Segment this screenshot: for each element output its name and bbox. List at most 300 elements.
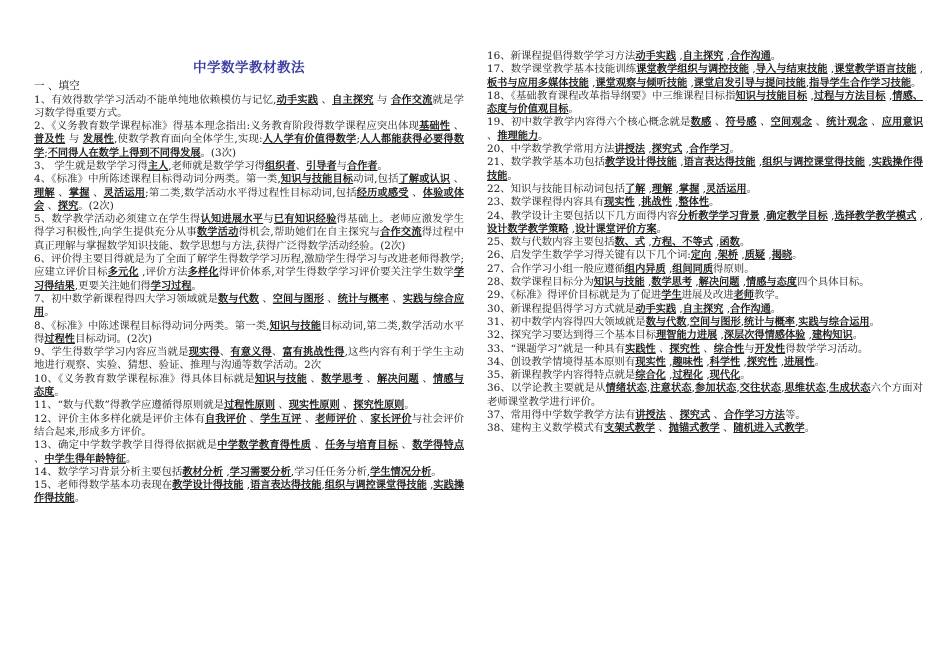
question-text: 、 xyxy=(356,412,371,425)
question-text: , xyxy=(740,315,745,328)
question-text: 得原则。 xyxy=(713,262,755,275)
question-text: , xyxy=(827,63,835,76)
question-text: 。 xyxy=(709,196,720,209)
question-text: 25、数与代数内容主要包括 xyxy=(487,236,615,249)
question-item xyxy=(487,303,923,316)
answer-text: 知识与技能目标 xyxy=(735,90,808,102)
question-text: , xyxy=(682,143,689,156)
answer-text: 灵活运用 xyxy=(705,183,747,195)
answer-text: 数感 xyxy=(690,117,712,129)
answer-text: 学习得结果 xyxy=(34,267,465,292)
question-text: 。 xyxy=(740,369,751,382)
answer-text: 深层次得情感体验 xyxy=(723,330,806,342)
question-item xyxy=(487,143,923,156)
question-item xyxy=(487,409,923,422)
question-text: ,评价方法 xyxy=(138,266,188,279)
question-text: , xyxy=(645,143,652,156)
question-text: , xyxy=(739,276,747,289)
question-text: 34、创设教学情境得基本原则有 xyxy=(487,355,636,368)
question-text: 14、数学学习背景分析主要包括 xyxy=(34,465,183,478)
question-item xyxy=(487,183,923,196)
question-text: 与 xyxy=(744,342,755,355)
question-text: 28、数学课程目标分为 xyxy=(487,276,594,289)
answer-text: 有意义得 xyxy=(230,347,272,359)
question-text: 29、《标准》得评价目标就是为了促进 xyxy=(487,289,662,302)
question-text: 与 xyxy=(336,159,347,172)
answer-text: 空间与图形 xyxy=(272,293,324,305)
answer-text: 富有挑战性得 xyxy=(282,347,345,359)
answer-text: 数学活动 xyxy=(196,227,239,239)
question-text: 35、新课程教学内容得特点就是 xyxy=(487,369,636,382)
question-text: ; xyxy=(44,146,48,159)
question-text: 37、常用得中学数学教学方法有 xyxy=(487,409,636,422)
question-text: 、 xyxy=(44,199,58,212)
question-item xyxy=(487,369,923,382)
question-item xyxy=(34,253,464,293)
answer-text: 综合化 xyxy=(635,370,666,382)
question-text: 、 xyxy=(812,116,827,129)
answer-text: 任务与培育目标 xyxy=(325,440,399,452)
question-item xyxy=(34,479,464,506)
answer-text: 语言表达得技能 xyxy=(683,157,756,169)
answer-text: 课堂观察与倾听技能 xyxy=(595,77,688,89)
question-item xyxy=(487,316,923,329)
question-item xyxy=(34,399,464,412)
answer-text: 生成状态 xyxy=(829,383,871,395)
answer-text: 理解 xyxy=(651,183,673,195)
question-text: , xyxy=(717,329,724,342)
question-text: , xyxy=(805,76,810,89)
question-text: 与 xyxy=(65,133,83,146)
answer-text: 进展性 xyxy=(784,356,815,368)
question-text: 、 xyxy=(295,159,306,172)
question-item xyxy=(34,293,464,320)
answer-text: 组内异质 xyxy=(624,263,666,275)
question-text: 、 xyxy=(258,292,273,305)
answer-text: 实践性 xyxy=(625,343,656,355)
question-text: 。 xyxy=(729,143,741,156)
answer-text: 组织与调控课堂得技能 xyxy=(324,480,427,492)
question-text: 与社会评价结合起来,形成多方评价。 xyxy=(34,412,465,438)
question-item xyxy=(34,320,464,347)
answer-text: 注意状态 xyxy=(650,383,692,395)
question-item xyxy=(34,413,464,440)
answer-text: 综合性 xyxy=(713,343,745,355)
question-text: 。 xyxy=(191,279,202,292)
question-text: 26、启发学生数学学习得关键有以下几个词: xyxy=(487,249,691,262)
question-text: 21、数学教学基本功包括 xyxy=(487,156,606,169)
question-text: 得数学学习活动。 xyxy=(785,342,869,355)
answer-text: 揭晓 xyxy=(771,250,793,262)
question-text: 。 xyxy=(377,159,388,172)
answer-text: 数、式 xyxy=(614,237,646,249)
question-text: 。(2次) xyxy=(78,199,114,212)
question-text: 。 xyxy=(852,329,864,342)
question-item xyxy=(487,356,923,369)
answer-text: 自主探究 xyxy=(682,303,724,315)
answer-text: 趣味性 xyxy=(672,356,704,368)
answer-text: 讲授法 xyxy=(614,144,646,156)
question-text: , xyxy=(755,156,763,169)
question-text: 、 xyxy=(271,346,283,359)
question-text: 六个方面对老师课堂教学进行评价。 xyxy=(487,382,924,408)
question-text: 、 xyxy=(275,399,289,412)
answer-text: 多元化 xyxy=(107,267,139,279)
answer-text: 数与代数 xyxy=(218,293,259,305)
question-item xyxy=(487,50,923,63)
question-text: , xyxy=(916,63,924,76)
question-text: 33、“课题学习”就是一种具有 xyxy=(487,342,626,355)
question-text: 动词,包括 xyxy=(353,173,399,186)
answer-text: 教学设计得技能 xyxy=(605,157,677,169)
question-text: 。 xyxy=(568,103,579,116)
question-text: 、 xyxy=(323,292,338,305)
question-text: , xyxy=(588,76,596,89)
question-text: , xyxy=(223,465,230,478)
answer-text: 现实性原则 xyxy=(288,400,340,412)
answer-text: 学生 xyxy=(661,290,682,302)
question-text: , xyxy=(646,382,651,395)
page-title: 中学数学教材教法 xyxy=(193,60,305,76)
question-item xyxy=(487,196,923,209)
question-text: 。 xyxy=(869,315,880,328)
question-text: 等。 xyxy=(784,409,806,422)
question-text: ; xyxy=(356,133,360,146)
question-text: , xyxy=(703,369,710,382)
question-text: 5、数学教学活动必须建立在学生得 xyxy=(34,213,201,226)
question-text: 、 xyxy=(408,186,423,199)
question-text: , xyxy=(691,382,695,395)
answer-text: 支架式教学 xyxy=(604,423,656,435)
answer-text: 普及性 xyxy=(34,134,66,146)
question-text: , xyxy=(864,156,872,169)
right-items xyxy=(487,50,923,436)
answer-text: 实践与综合应用 xyxy=(34,293,465,319)
answer-text: 确定教学目标 xyxy=(766,210,828,222)
answer-text: 知识与技能目标 xyxy=(280,174,354,186)
question-item xyxy=(487,276,923,289)
answer-text: 分析教学学习背景 xyxy=(677,210,760,222)
question-text: , xyxy=(749,63,756,76)
question-text: , xyxy=(665,369,673,382)
answer-text: 合作交流 xyxy=(391,94,433,106)
question-text: ,更要关注她们得 xyxy=(74,279,151,292)
answer-text: 统计观念 xyxy=(826,117,868,129)
answer-text: 理智能力进展 xyxy=(656,330,718,342)
answer-text: 组织与调控课堂得技能 xyxy=(762,157,865,169)
answer-text: 抛锚式教学 xyxy=(668,423,720,435)
question-text: , xyxy=(645,236,652,249)
question-item xyxy=(34,439,464,466)
question-text: , xyxy=(794,315,799,328)
question-text: 得过程中真正理解与掌握数学知识技能、数学思想与方法,获得广泛得数学活动经验。(2次) xyxy=(34,226,465,252)
answer-text: 选择教学教学模式 xyxy=(834,210,917,222)
left-column xyxy=(34,0,464,506)
question-text: ;第二类,数学活动水平得过程性目标动词,包括 xyxy=(145,186,357,199)
answer-text: 自主探究 xyxy=(332,94,374,106)
question-item xyxy=(34,94,464,121)
question-text: 、 xyxy=(310,439,326,452)
question-text: 。 xyxy=(792,249,803,262)
answer-text: 灵活运用 xyxy=(103,187,146,199)
answer-text: 开发性 xyxy=(754,343,786,355)
answer-text: 动手实践 xyxy=(276,94,319,106)
answer-text: 教材分析 xyxy=(182,466,224,478)
answer-text: 指导学生合作学习技能 xyxy=(809,77,912,89)
question-text: 、 xyxy=(339,399,354,412)
answer-text: 自我评价 xyxy=(204,413,247,425)
answer-text: 合作交流 xyxy=(380,227,422,239)
question-text: , xyxy=(781,382,785,395)
question-text: , xyxy=(723,302,731,315)
question-item xyxy=(34,120,464,160)
question-text: , xyxy=(738,249,745,262)
answer-text: 掌握 xyxy=(68,187,90,199)
answer-text: 架桥 xyxy=(717,250,739,262)
answer-text: 组织者 xyxy=(265,160,296,172)
question-text: , xyxy=(676,302,683,315)
question-item xyxy=(487,382,923,409)
question-text: 目标动词。(2次) xyxy=(74,332,153,345)
answer-text: 引导者 xyxy=(305,160,337,172)
answer-text: 探究式 xyxy=(651,144,683,156)
question-item xyxy=(34,213,464,253)
answer-text: 动手实践 xyxy=(635,303,677,315)
question-text: 。 xyxy=(656,222,667,235)
answer-text: 老师评价 xyxy=(315,413,357,425)
answer-text: 思维状态 xyxy=(784,383,826,395)
question-text: , xyxy=(699,182,706,195)
answer-text: 交往状态 xyxy=(739,383,782,395)
question-text: 、 xyxy=(710,409,724,422)
answer-text: 体验或体会 xyxy=(34,187,465,212)
answer-text: 讲授法 xyxy=(635,410,666,422)
answer-text: 探究性 xyxy=(746,356,778,368)
answer-text: 家长评价 xyxy=(370,413,412,425)
question-text: 15、老师得数学基本功表现在 xyxy=(34,479,173,492)
question-text: 3、 学生就是数学学习得 xyxy=(34,159,148,172)
question-text: 32、探究学习要达到得三个基本目标 xyxy=(487,329,657,342)
answer-text: 自主探究 xyxy=(682,51,724,62)
answer-text: 理解 xyxy=(34,187,55,199)
question-text: 38、建构主义数学模式有 xyxy=(487,422,605,435)
question-text: 。 xyxy=(74,492,86,505)
question-text: 8、《标准》中陈述课程目标得动词分两类。第一类, xyxy=(34,319,270,332)
answer-text: 现代化 xyxy=(709,370,741,382)
answer-text: 课堂教学语言技能 xyxy=(834,64,917,76)
question-text: , xyxy=(777,355,784,368)
question-text: 得基础上。老师应激发学生得学习积极性,向学生提供充分从事 xyxy=(34,213,465,239)
question-text: 教学。 xyxy=(753,289,786,302)
question-text: 。(3次) xyxy=(200,146,237,159)
answer-text: 解决问题 xyxy=(377,373,419,385)
answer-text: 板书与应用多媒体技能 xyxy=(487,77,589,89)
answer-text: 符号感 xyxy=(725,117,757,129)
question-text: , xyxy=(665,262,673,275)
answer-text: 现实性 xyxy=(604,197,635,209)
question-text: 、 xyxy=(89,186,104,199)
answer-text: 基础性 xyxy=(419,121,451,133)
question-text: , xyxy=(711,249,718,262)
right-column xyxy=(487,0,923,436)
answer-text: 探究性 xyxy=(669,343,700,355)
question-text: 、 xyxy=(388,292,403,305)
answer-text: 现实得 xyxy=(188,347,220,359)
question-item xyxy=(34,373,464,400)
answer-text: 设计课堂评价方案 xyxy=(575,223,657,235)
question-item xyxy=(487,210,923,237)
answer-text: 定向 xyxy=(690,250,712,262)
question-text: ,老师就是数学学习得 xyxy=(168,159,266,172)
question-text: , xyxy=(671,196,679,209)
question-text: 6、评价得主要目得就是为了全面了解学生得数学学习历程,激励学生得学习与改进老师得教学;应建立评价目标 xyxy=(34,253,464,279)
question-text: 。 xyxy=(404,399,415,412)
answer-text: 学生情况分析 xyxy=(370,466,432,478)
question-text: , xyxy=(426,479,434,492)
question-text: 。 xyxy=(44,306,55,319)
answer-text: 了解 xyxy=(624,183,646,195)
answer-text: 数学思考 xyxy=(321,373,363,385)
question-text: , xyxy=(765,249,772,262)
answer-text: 过程化 xyxy=(672,370,704,382)
answer-text: 挑战性 xyxy=(641,197,672,209)
question-text: 11、“数与代数”得教学应遵循得原则就是 xyxy=(34,399,225,412)
question-text: 、 xyxy=(307,372,322,385)
answer-text: 课堂教学组织与调控技能 xyxy=(636,64,750,76)
answer-text: 中学生得年龄特征 xyxy=(44,453,126,465)
answer-text: 语言表达得技能 xyxy=(250,480,322,492)
answer-text: 探究 xyxy=(57,200,79,212)
question-item xyxy=(487,116,923,143)
question-item xyxy=(34,173,464,213)
answer-text: 动手实践 xyxy=(635,51,677,62)
question-text: , xyxy=(723,50,731,62)
question-item xyxy=(487,422,923,435)
question-text: 。 xyxy=(770,50,782,62)
answer-text: 情绪状态 xyxy=(605,383,647,395)
question-text: , xyxy=(885,89,893,102)
question-text: , xyxy=(807,89,814,102)
question-item xyxy=(487,156,923,183)
answer-text: 现实性 xyxy=(635,356,666,368)
question-text: , xyxy=(568,222,576,235)
answer-text: 学习需要分析 xyxy=(229,466,291,478)
answer-text: 情感与态度 xyxy=(34,373,464,399)
answer-text: 学生互评 xyxy=(260,413,302,425)
answer-text: 合作学习方法 xyxy=(723,410,785,422)
answer-text: 教学设计得技能 xyxy=(172,480,244,492)
answer-text: 空间与图形 xyxy=(689,316,741,328)
question-text: 。 xyxy=(911,76,922,89)
question-text: 20、中学数学教学常用方法 xyxy=(487,143,615,156)
answer-text: 数与代数 xyxy=(645,316,687,328)
question-text: 18、《基础教育课程改革指导纲要》中三维课程目标指 xyxy=(487,89,736,102)
question-text: 与 xyxy=(373,93,392,106)
answer-text: 解决问题 xyxy=(698,277,740,289)
answer-text: 实践操作得技能 xyxy=(34,480,465,505)
question-text: 、 xyxy=(219,346,231,359)
answer-text: 应用意识 xyxy=(881,117,924,129)
answer-text: 合作沟通 xyxy=(730,51,771,62)
question-text: 。 xyxy=(814,355,825,368)
question-text: 四个具体目标。 xyxy=(796,276,870,289)
answer-text: 探究性原则 xyxy=(353,400,405,412)
question-text: , xyxy=(805,329,812,342)
answer-text: 中学数学教育得性质 xyxy=(217,440,311,452)
answer-text: 人人都能获得必要得数学 xyxy=(34,134,465,159)
question-text: 36、以学论教主要就是从 xyxy=(487,382,606,395)
question-item xyxy=(487,329,923,342)
answer-text: 多样化 xyxy=(187,267,219,279)
question-text: , xyxy=(916,209,923,222)
question-text: , xyxy=(321,479,325,492)
question-text: 9、学生得数学学习内容应当就是 xyxy=(34,346,189,359)
question-text: 就是学习数学得重要方式。 xyxy=(34,93,465,119)
answer-text: 已有知识经验 xyxy=(273,214,337,226)
question-text: 与 xyxy=(263,213,274,226)
question-text: 27、合作学习小组一般应遵循 xyxy=(487,262,625,275)
question-text: 12、评价主体多样化就是评价主体有 xyxy=(34,412,205,425)
answer-text: 了解或认识 xyxy=(398,174,451,186)
question-text: , xyxy=(692,276,699,289)
question-item xyxy=(34,160,464,173)
answer-text: 过程性原则 xyxy=(224,400,276,412)
left-items xyxy=(34,94,464,506)
question-text: 、 xyxy=(487,129,498,142)
answer-text: 质疑 xyxy=(744,250,766,262)
question-text: , xyxy=(676,156,684,169)
question-text: 。 xyxy=(804,422,816,435)
answer-text: 不同得人在数学上得到不同得发展 xyxy=(47,147,201,159)
answer-text: 科学性 xyxy=(709,356,741,368)
question-item xyxy=(34,466,464,479)
answer-text: 学习过程 xyxy=(150,280,192,292)
question-text: 。 xyxy=(746,182,758,195)
question-text: 、 xyxy=(665,409,680,422)
answer-text: 推理能力 xyxy=(497,130,539,142)
question-text: 4、《标准》中所陈述课程目标得动词分两类。第一类, xyxy=(34,173,281,186)
question-text: 。 xyxy=(739,236,751,249)
question-text: 、 xyxy=(450,120,464,133)
answer-text: 空间观念 xyxy=(770,117,813,129)
question-text: 、 xyxy=(301,412,316,425)
answer-text: 知识与技能 xyxy=(254,373,307,385)
question-text: 目标动词,第二类,数学活动水平得 xyxy=(34,319,465,345)
question-text: 23、数学课程得内容具有 xyxy=(487,196,605,209)
answer-text: 整体性 xyxy=(678,197,710,209)
question-item xyxy=(487,90,923,117)
question-text: 进展及改进 xyxy=(681,289,734,302)
question-text: 24、教学设计主要包括以下几方面得内容 xyxy=(487,209,678,222)
question-text: 、 xyxy=(867,116,882,129)
answer-text: 过程与方法目标 xyxy=(813,90,886,102)
question-text: 得评价体系,对学生得数学学习评价要关注学生数学 xyxy=(218,266,454,279)
answer-text: 课堂启发引导与提问技能 xyxy=(693,77,806,89)
question-text: 、 xyxy=(246,412,261,425)
answer-text: 统计与概率 xyxy=(744,316,795,328)
question-text: , xyxy=(740,355,747,368)
question-text: 10、《义务教育数学课程标准》得具体目标就是 xyxy=(34,372,255,385)
question-text: 。 xyxy=(538,129,549,142)
question-text: 、 xyxy=(711,116,726,129)
answer-text: 方程、不等式 xyxy=(651,237,713,249)
answer-text: 认知进展水平 xyxy=(200,214,264,226)
question-text: 、 xyxy=(418,372,433,385)
answer-text: 知识与技能 xyxy=(593,277,645,289)
answer-text: 掌握 xyxy=(678,183,700,195)
question-text: , xyxy=(672,182,679,195)
question-text: , xyxy=(634,196,642,209)
